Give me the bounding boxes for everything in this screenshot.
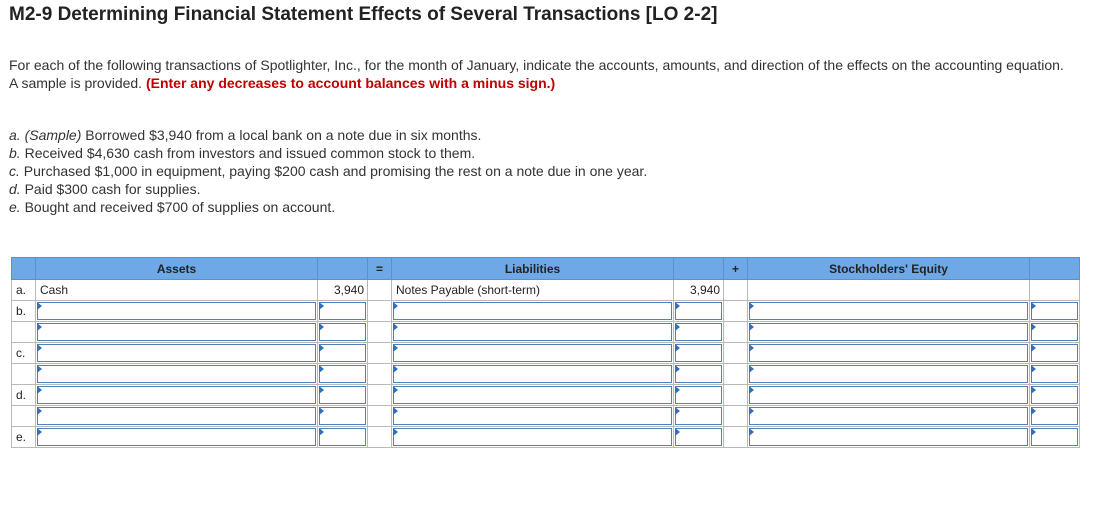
sample-liability-account: Notes Payable (short-term) xyxy=(392,280,674,301)
input-box[interactable] xyxy=(675,428,722,446)
input-box[interactable] xyxy=(37,302,316,320)
input-box[interactable] xyxy=(1031,386,1078,404)
input-box[interactable] xyxy=(393,428,672,446)
transaction-c xyxy=(9,162,647,180)
liability-amount-input[interactable] xyxy=(674,301,724,322)
transaction-letter: e. xyxy=(9,199,21,215)
asset-amount-input[interactable] xyxy=(318,406,368,427)
row-label xyxy=(12,322,36,343)
table-row xyxy=(12,280,1080,301)
sample-tag: (Sample) xyxy=(24,127,82,143)
dropdown-marker-icon xyxy=(1031,344,1036,352)
asset-amount-input[interactable] xyxy=(318,343,368,364)
asset-account-input[interactable] xyxy=(36,301,318,322)
input-box[interactable] xyxy=(675,344,722,362)
header-assets-amount xyxy=(318,258,368,280)
row-label: a. xyxy=(12,280,36,301)
dropdown-marker-icon xyxy=(393,323,398,331)
dropdown-marker-icon xyxy=(319,407,324,415)
transaction-b xyxy=(9,144,647,162)
dropdown-marker-icon xyxy=(319,428,324,436)
transaction-text: Borrowed $3,940 from a local bank on a note due in six months. xyxy=(85,127,482,143)
input-box[interactable] xyxy=(749,407,1028,425)
input-box[interactable] xyxy=(675,386,722,404)
equity-account-input[interactable] xyxy=(748,322,1030,343)
table-row xyxy=(12,301,1080,322)
row-label: c. xyxy=(12,343,36,364)
dropdown-marker-icon xyxy=(1031,323,1036,331)
input-box[interactable] xyxy=(675,365,722,383)
liability-account-input[interactable] xyxy=(392,427,674,448)
input-box[interactable] xyxy=(1031,407,1078,425)
sample-liability-amount: 3,940 xyxy=(674,280,724,301)
sample-asset-account: Cash xyxy=(36,280,318,301)
liability-account-input[interactable] xyxy=(392,385,674,406)
transaction-letter: a. xyxy=(9,127,21,143)
asset-account-input[interactable] xyxy=(36,385,318,406)
dropdown-marker-icon xyxy=(37,344,42,352)
liability-account-input[interactable] xyxy=(392,406,674,427)
header-assets: Assets xyxy=(36,258,318,280)
dropdown-marker-icon xyxy=(1031,365,1036,373)
table-header-row xyxy=(12,258,1080,280)
equity-account-input[interactable] xyxy=(748,343,1030,364)
plus-cell xyxy=(724,343,748,364)
equity-amount-input[interactable] xyxy=(1030,301,1080,322)
equity-account-input[interactable] xyxy=(748,301,1030,322)
dropdown-marker-icon xyxy=(675,365,680,373)
equity-amount-input[interactable] xyxy=(1030,343,1080,364)
equals-cell xyxy=(368,406,392,427)
liability-amount-input[interactable] xyxy=(674,322,724,343)
liability-account-input[interactable] xyxy=(392,301,674,322)
input-box[interactable] xyxy=(393,323,672,341)
asset-account-input[interactable] xyxy=(36,406,318,427)
equals-cell xyxy=(368,385,392,406)
equals-cell xyxy=(368,280,392,301)
dropdown-marker-icon xyxy=(37,365,42,373)
equity-account-input[interactable] xyxy=(748,364,1030,385)
dropdown-marker-icon xyxy=(675,386,680,394)
input-box[interactable] xyxy=(319,365,366,383)
liability-account-input[interactable] xyxy=(392,343,674,364)
accounting-equation-table xyxy=(11,257,1080,448)
header-blank xyxy=(12,258,36,280)
input-box[interactable] xyxy=(37,428,316,446)
instructions xyxy=(9,56,1069,92)
input-box[interactable] xyxy=(37,386,316,404)
dropdown-marker-icon xyxy=(37,386,42,394)
table-row xyxy=(12,427,1080,448)
table-row xyxy=(12,322,1080,343)
input-box[interactable] xyxy=(393,344,672,362)
liability-account-input[interactable] xyxy=(392,322,674,343)
input-box[interactable] xyxy=(675,407,722,425)
instructions-text: For each of the following transactions of Spotlighter, Inc., for the month of January, indicate the accounts, amounts, and direction of the effects on the accounting equation. A sample is provided. xyxy=(9,57,1064,91)
asset-account-input[interactable] xyxy=(36,343,318,364)
transaction-a xyxy=(9,126,647,144)
input-box[interactable] xyxy=(319,428,366,446)
asset-amount-input[interactable] xyxy=(318,364,368,385)
liability-account-input[interactable] xyxy=(392,364,674,385)
dropdown-marker-icon xyxy=(393,407,398,415)
dropdown-marker-icon xyxy=(1031,407,1036,415)
liability-amount-input[interactable] xyxy=(674,427,724,448)
dropdown-marker-icon xyxy=(393,386,398,394)
dropdown-marker-icon xyxy=(319,386,324,394)
equals-cell xyxy=(368,322,392,343)
dropdown-marker-icon xyxy=(749,407,754,415)
input-box[interactable] xyxy=(749,323,1028,341)
input-box[interactable] xyxy=(1031,302,1078,320)
asset-account-input[interactable] xyxy=(36,364,318,385)
asset-amount-input[interactable] xyxy=(318,385,368,406)
input-box[interactable] xyxy=(749,302,1028,320)
plus-cell xyxy=(724,301,748,322)
dropdown-marker-icon xyxy=(675,302,680,310)
input-box[interactable] xyxy=(749,428,1028,446)
dropdown-marker-icon xyxy=(1031,428,1036,436)
input-box[interactable] xyxy=(319,302,366,320)
plus-cell xyxy=(724,364,748,385)
dropdown-marker-icon xyxy=(749,386,754,394)
plus-cell xyxy=(724,280,748,301)
dropdown-marker-icon xyxy=(393,302,398,310)
transaction-letter: d. xyxy=(9,181,21,197)
table-row xyxy=(12,406,1080,427)
row-label: e. xyxy=(12,427,36,448)
dropdown-marker-icon xyxy=(675,407,680,415)
transaction-list xyxy=(9,126,647,216)
equity-amount-input[interactable] xyxy=(1030,385,1080,406)
liability-amount-input[interactable] xyxy=(674,406,724,427)
dropdown-marker-icon xyxy=(675,344,680,352)
dropdown-marker-icon xyxy=(675,428,680,436)
header-liabilities: Liabilities xyxy=(392,258,674,280)
row-label: b. xyxy=(12,301,36,322)
equals-cell xyxy=(368,301,392,322)
dropdown-marker-icon xyxy=(1031,386,1036,394)
dropdown-marker-icon xyxy=(675,323,680,331)
input-box[interactable] xyxy=(1031,323,1078,341)
dropdown-marker-icon xyxy=(749,302,754,310)
dropdown-marker-icon xyxy=(393,428,398,436)
asset-amount-input[interactable] xyxy=(318,427,368,448)
transaction-e xyxy=(9,198,647,216)
equity-amount-input[interactable] xyxy=(1030,322,1080,343)
instructions-warning: (Enter any decreases to account balances with a minus sign.) xyxy=(145,75,556,91)
asset-account-input[interactable] xyxy=(36,322,318,343)
asset-account-input[interactable] xyxy=(36,427,318,448)
row-label xyxy=(12,406,36,427)
equity-amount-input[interactable] xyxy=(1030,406,1080,427)
header-equity-amount xyxy=(1030,258,1080,280)
input-box[interactable] xyxy=(1031,344,1078,362)
dropdown-marker-icon xyxy=(749,323,754,331)
input-box[interactable] xyxy=(1031,365,1078,383)
input-box[interactable] xyxy=(749,386,1028,404)
liability-amount-input[interactable] xyxy=(674,343,724,364)
table-row xyxy=(12,364,1080,385)
plus-cell xyxy=(724,385,748,406)
equity-amount-input[interactable] xyxy=(1030,427,1080,448)
input-box[interactable] xyxy=(393,302,672,320)
dropdown-marker-icon xyxy=(37,323,42,331)
transaction-letter: b. xyxy=(9,145,21,161)
equals-cell xyxy=(368,364,392,385)
dropdown-marker-icon xyxy=(319,365,324,373)
input-box[interactable] xyxy=(675,302,722,320)
input-box[interactable] xyxy=(319,323,366,341)
equity-account-input[interactable] xyxy=(748,406,1030,427)
page-title: M2-9 Determining Financial Statement Effects of Several Transactions [LO 2-2] xyxy=(9,4,718,25)
equals-cell xyxy=(368,427,392,448)
input-box[interactable] xyxy=(37,323,316,341)
liability-amount-input[interactable] xyxy=(674,385,724,406)
equity-account-input[interactable] xyxy=(748,427,1030,448)
input-box[interactable] xyxy=(749,344,1028,362)
plus-cell xyxy=(724,322,748,343)
input-box[interactable] xyxy=(393,386,672,404)
dropdown-marker-icon xyxy=(393,344,398,352)
transaction-text: Purchased $1,000 in equipment, paying $200 cash and promising the rest on a note due in one year. xyxy=(23,163,648,179)
dropdown-marker-icon xyxy=(749,428,754,436)
transaction-text: Bought and received $700 of supplies on account. xyxy=(24,199,336,215)
input-box[interactable] xyxy=(319,407,366,425)
sample-equity-amount xyxy=(1030,280,1080,301)
input-box[interactable] xyxy=(319,344,366,362)
table-row xyxy=(12,343,1080,364)
sample-equity-account xyxy=(748,280,1030,301)
input-box[interactable] xyxy=(37,344,316,362)
input-box[interactable] xyxy=(319,386,366,404)
transaction-d xyxy=(9,180,647,198)
transaction-text: Paid $300 cash for supplies. xyxy=(24,181,201,197)
input-box[interactable] xyxy=(675,323,722,341)
asset-amount-input[interactable] xyxy=(318,301,368,322)
sample-asset-amount: 3,940 xyxy=(318,280,368,301)
input-box[interactable] xyxy=(749,365,1028,383)
dropdown-marker-icon xyxy=(319,323,324,331)
equity-account-input[interactable] xyxy=(748,385,1030,406)
transaction-letter: c. xyxy=(9,163,20,179)
dropdown-marker-icon xyxy=(393,365,398,373)
dropdown-marker-icon xyxy=(37,428,42,436)
dropdown-marker-icon xyxy=(749,365,754,373)
row-label: d. xyxy=(12,385,36,406)
row-label xyxy=(12,364,36,385)
header-equity: Stockholders' Equity xyxy=(748,258,1030,280)
input-box[interactable] xyxy=(37,365,316,383)
input-box[interactable] xyxy=(393,407,672,425)
input-box[interactable] xyxy=(1031,428,1078,446)
equity-amount-input[interactable] xyxy=(1030,364,1080,385)
dropdown-marker-icon xyxy=(37,302,42,310)
liability-amount-input[interactable] xyxy=(674,364,724,385)
dropdown-marker-icon xyxy=(37,407,42,415)
input-box[interactable] xyxy=(37,407,316,425)
header-equals: = xyxy=(368,258,392,280)
asset-amount-input[interactable] xyxy=(318,322,368,343)
equals-cell xyxy=(368,343,392,364)
input-box[interactable] xyxy=(393,365,672,383)
dropdown-marker-icon xyxy=(319,344,324,352)
dropdown-marker-icon xyxy=(749,344,754,352)
plus-cell xyxy=(724,427,748,448)
dropdown-marker-icon xyxy=(1031,302,1036,310)
transaction-text: Received $4,630 cash from investors and issued common stock to them. xyxy=(24,145,476,161)
dropdown-marker-icon xyxy=(319,302,324,310)
plus-cell xyxy=(724,406,748,427)
table-row xyxy=(12,385,1080,406)
header-liabilities-amount xyxy=(674,258,724,280)
header-plus: + xyxy=(724,258,748,280)
